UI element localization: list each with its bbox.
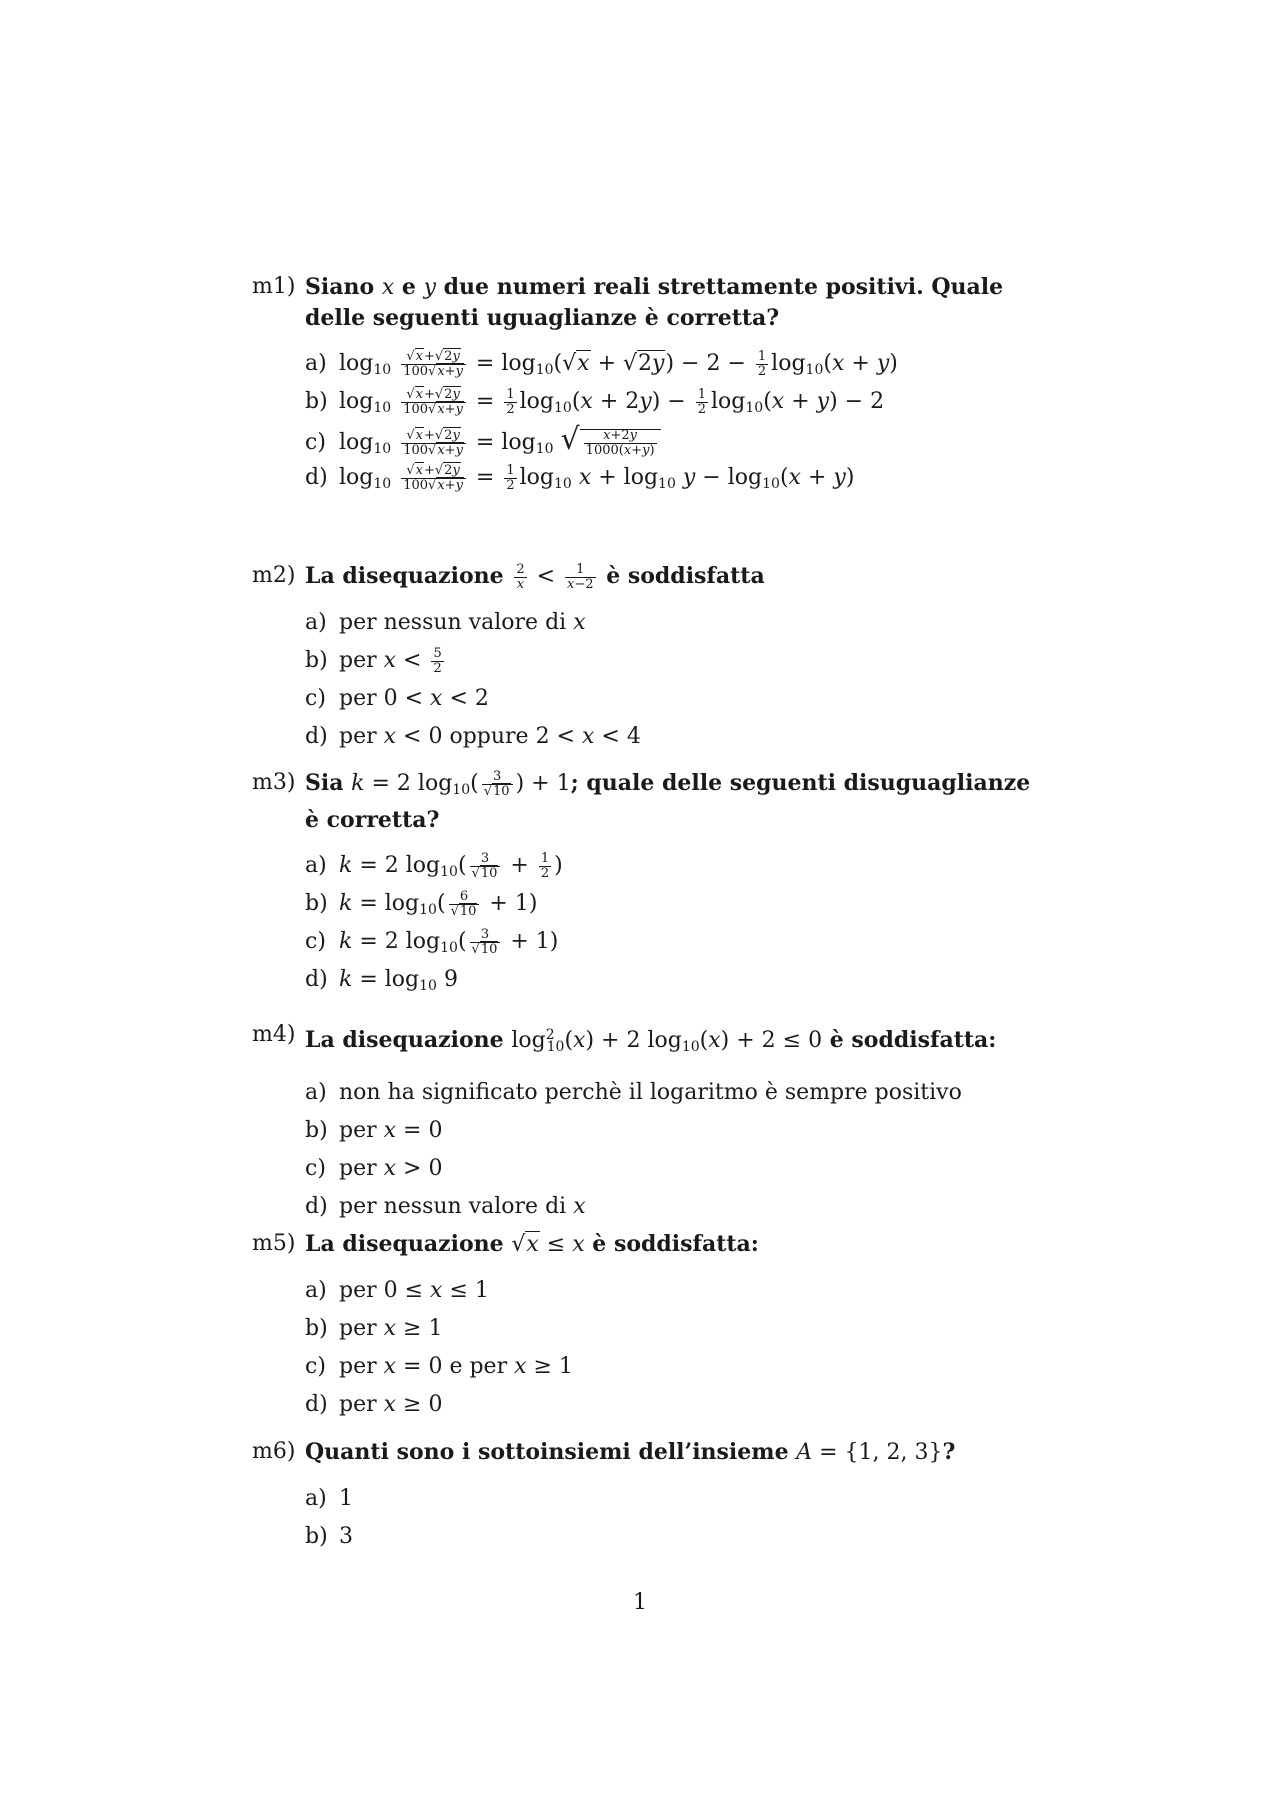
option-d: d) $\log_{10}$ $\frac{√x+√2y}{100√x+y}$ = $\frac{1}{2}$ $\log_{10} x + \log_{10} y - \log_{10}(x + y)$ <box>305 459 1032 497</box>
question-text: Siano x e y due numeri reali strettamente positivi. Quale delle seguenti uguaglianze è corretta? <box>305 274 1004 331</box>
page-number: 1 <box>633 1590 647 1615</box>
option-label: b) <box>305 1316 328 1341</box>
option-label: d) <box>305 465 328 490</box>
option-b: b) $\log_{10}$ $\frac{√x+√2y}{100√x+y}$ = $\frac{1}{2}$ $\log_{10}(x + 2y)$ − $\frac{1}{2}$ $\log_{10}(x + y) - 2$ <box>305 383 1032 421</box>
option-label: d) <box>305 967 328 992</box>
option-a <box>305 1074 1032 1112</box>
question-m2 <box>252 561 1032 756</box>
options-list <box>305 1074 1032 1226</box>
option-label: b) <box>305 1118 328 1143</box>
question-number: m3) <box>252 770 296 795</box>
question-text: La disequazione $\log^2_{10}(x) + 2$ $\log_{10}(x) + 2 \le 0$ è soddisfatta: <box>305 1027 997 1055</box>
options-list <box>305 604 1032 756</box>
question-number: m2) <box>252 563 296 588</box>
option-label: b) <box>305 648 328 673</box>
question-m5 <box>252 1229 1032 1424</box>
option-label: c) <box>305 686 326 711</box>
option-c: c) per x > 0 <box>305 1150 1032 1188</box>
option-label: a) <box>305 610 327 635</box>
option-b: b) $k = \log_{10}$( $\frac{6}{√10}$ + 1) <box>305 885 1032 923</box>
option-label: a) <box>305 351 327 376</box>
option-label: a) <box>305 1080 327 1105</box>
option-label: b) <box>305 389 328 414</box>
option-label: a) <box>305 853 327 878</box>
question-text: La disequazione $\frac{2}{x}$ < $\frac{1}{x-2}$ è soddisfatta <box>305 561 765 592</box>
option-a: a) per 0 ≤ x ≤ 1 <box>305 1272 1032 1310</box>
option-a <box>305 1480 1032 1518</box>
question-text: Sia k = 2 $\log_{10}$( $\frac{3}{√10}$ ) + 1; quale delle seguenti disuguaglianze è corretta? <box>305 768 1031 833</box>
options-list <box>305 847 1032 999</box>
option-b: b) per x = 0 <box>305 1112 1032 1150</box>
option-label: d) <box>305 1194 328 1219</box>
question-m4 <box>252 1020 1032 1226</box>
question-text: La disequazione √x ≤ x è soddisfatta: <box>305 1231 759 1257</box>
option-d: d) per nessun valore di x <box>305 1188 1032 1226</box>
question-m1 <box>252 272 1032 497</box>
option-label: c) <box>305 1354 326 1379</box>
options-list <box>305 345 1032 497</box>
option-text: 1 <box>339 1486 353 1511</box>
option-a: a) $\log_{10}$ $\frac{√x+√2y}{100√x+y}$ = $\log_{10}(√x + √2y) - 2$ − $\frac{1}{2}$ $\log_{10}(x + y)$ <box>305 345 1032 383</box>
option-b: b) per x ≥ 1 <box>305 1310 1032 1348</box>
option-c: c) k = 2 $\log_{10}$( $\frac{3}{√10}$ + 1) <box>305 923 1032 961</box>
option-d: d) per x ≥ 0 <box>305 1386 1032 1424</box>
option-c: c) per 0 < x < 2 <box>305 680 1032 718</box>
option-b <box>305 1518 1032 1556</box>
question-text: Quanti sono i sottoinsiemi dell’insieme A = {1, 2, 3}? <box>305 1439 956 1465</box>
option-label: b) <box>305 891 328 916</box>
options-list <box>305 1272 1032 1424</box>
option-label: c) <box>305 430 326 455</box>
option-label: d) <box>305 724 328 749</box>
question-m3 <box>252 768 1032 999</box>
option-label: d) <box>305 1392 328 1417</box>
option-c: c) $\log_{10}$ $\frac{√x+√2y}{100√x+y}$ = $\log_{10}$ √ $\frac{x+2y}{1000(x+y)}$ <box>305 421 1032 459</box>
option-d: d) $k = \log_{10} 9$ <box>305 961 1032 999</box>
option-text: non ha significato perchè il logaritmo è sempre positivo <box>339 1080 962 1105</box>
options-list <box>305 1480 1032 1556</box>
question-number: m1) <box>252 274 296 299</box>
option-label: a) <box>305 1278 327 1303</box>
option-d: d) per x < 0 oppure 2 < x < 4 <box>305 718 1032 756</box>
question-number: m5) <box>252 1231 296 1256</box>
option-c: c) per x = 0 e per x ≥ 1 <box>305 1348 1032 1386</box>
option-label: c) <box>305 929 326 954</box>
question-number: m4) <box>252 1022 296 1047</box>
option-a: a) per nessun valore di x <box>305 604 1032 642</box>
question-number: m6) <box>252 1439 296 1464</box>
question-m6 <box>252 1437 1032 1556</box>
option-label: c) <box>305 1156 326 1181</box>
option-label: b) <box>305 1524 328 1549</box>
option-text: 3 <box>339 1524 353 1549</box>
option-label: a) <box>305 1486 327 1511</box>
option-a: a) k = 2 $\log_{10}$( $\frac{3}{√10}$ + $\frac{1}{2}$ ) <box>305 847 1032 885</box>
option-b: b) per x < $\frac{5}{2}$ <box>305 642 1032 680</box>
